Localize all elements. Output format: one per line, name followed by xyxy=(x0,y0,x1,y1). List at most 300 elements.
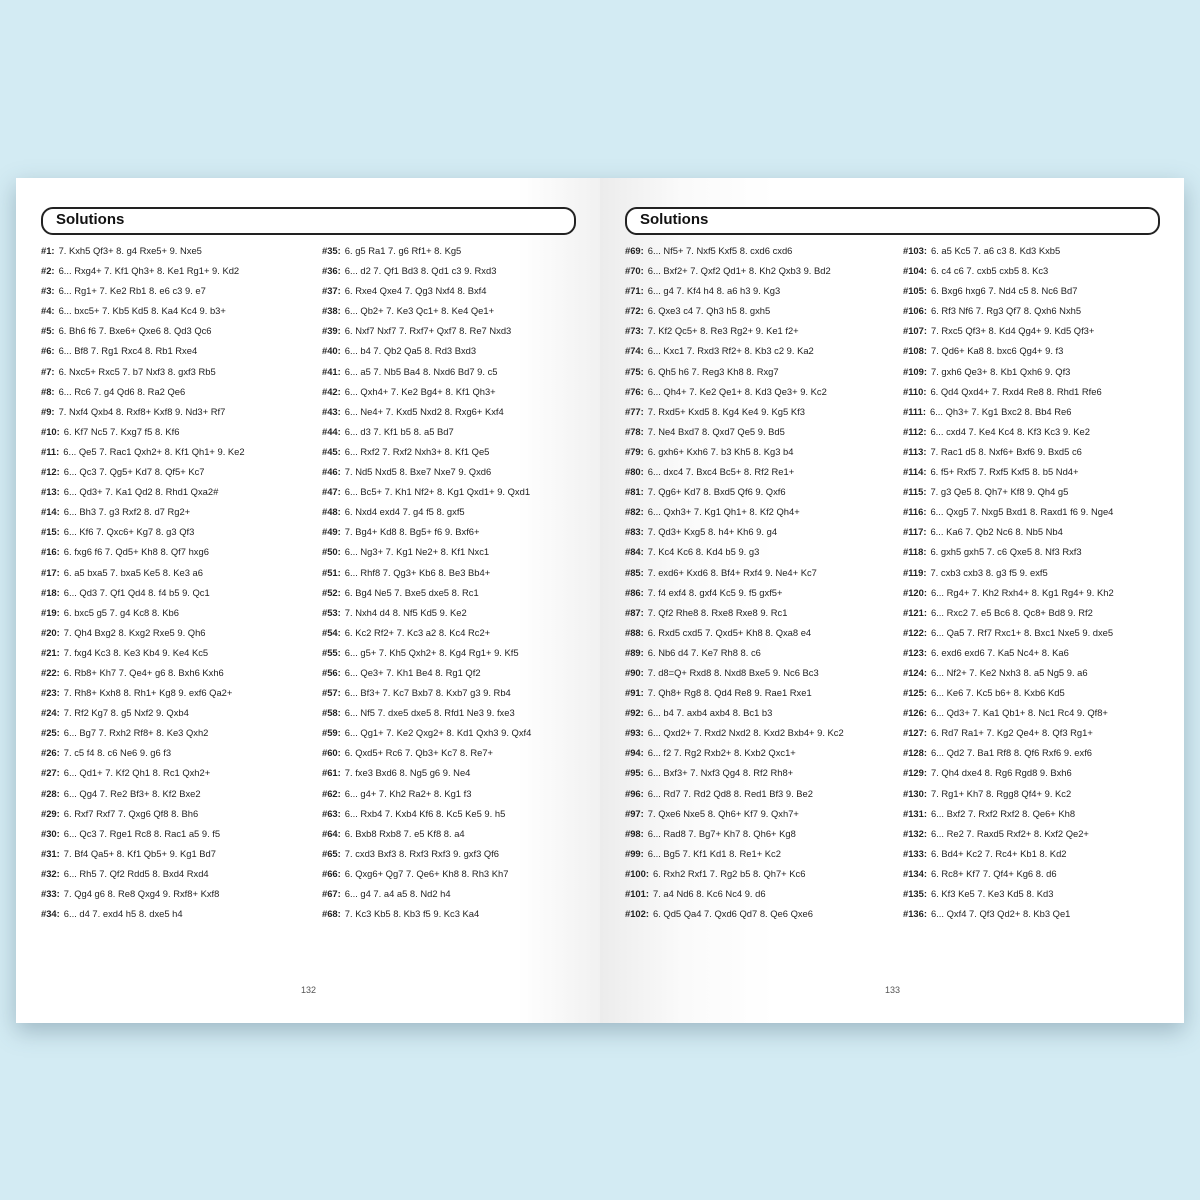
solution-moves: 6... Bh3 7. g3 Rxf2 8. d7 Rg2+ xyxy=(63,506,191,518)
solution-moves: 7. Qd6+ Ka8 8. bxc6 Qg4+ 9. f3 xyxy=(930,345,1064,357)
solutions-header xyxy=(625,207,1160,235)
puzzle-number: #94: xyxy=(625,747,644,759)
solution-moves: 7. Nd5 Nxd5 8. Bxe7 Nxe7 9. Qxd6 xyxy=(344,466,492,478)
solution-moves: 7. Qg4 g6 8. Re8 Qxg4 9. Rxf8+ Kxf8 xyxy=(63,888,220,899)
puzzle-number: #91: xyxy=(625,687,644,699)
solution-entry xyxy=(322,884,584,904)
solution-entry xyxy=(903,261,1165,281)
solution-entry xyxy=(903,663,1165,683)
solution-moves: 6... Qa5 7. Rf7 Rxc1+ 8. Bxc1 Nxe5 9. dxe5 xyxy=(930,626,1114,638)
solution-moves: 6... Qg1+ 7. Ke2 Qxg2+ 8. Kd1 Qxh3 9. Qxf4 xyxy=(344,727,532,739)
puzzle-number: #50: xyxy=(322,546,341,558)
solution-entry xyxy=(41,542,303,562)
solution-entry xyxy=(322,281,584,301)
solution-moves: 6... Bg7 7. Rxh2 Rf8+ 8. Ke3 Qxh2 xyxy=(63,727,209,739)
solution-entry xyxy=(903,301,1165,321)
solution-moves: 6... f2 7. Rg2 Rxb2+ 8. Kxb2 Qxc1+ xyxy=(647,747,796,759)
solution-entry xyxy=(322,462,584,482)
solution-moves: 7. Bg4+ Kd8 8. Bg5+ f6 9. Bxf6+ xyxy=(344,526,480,538)
puzzle-number: #31: xyxy=(41,847,60,859)
puzzle-number: #92: xyxy=(625,707,644,719)
puzzle-number: #4: xyxy=(41,305,55,317)
puzzle-number: #13: xyxy=(41,486,60,498)
puzzle-number: #30: xyxy=(41,827,60,839)
solution-entry xyxy=(41,281,303,301)
solution-entry xyxy=(625,362,887,382)
solution-moves: 6. Qd4 Qxd4+ 7. Rxd4 Re8 8. Rhd1 Rfe6 xyxy=(930,385,1102,397)
solution-moves: 7. Rf2 Kg7 8. g5 Nxf2 9. Qxb4 xyxy=(63,707,189,719)
solution-moves: 6... g5+ 7. Kh5 Qxh2+ 8. Kg4 Rg1+ 9. Kf5 xyxy=(344,646,519,658)
puzzle-number: #130: xyxy=(903,787,927,799)
solutions-column xyxy=(903,241,1165,924)
solution-moves: 6... Rad8 7. Bg7+ Kh7 8. Qh6+ Kg8 xyxy=(647,827,796,839)
solution-entry xyxy=(41,563,303,583)
puzzle-number: #9: xyxy=(41,405,55,417)
puzzle-number: #120: xyxy=(903,586,927,598)
puzzle-number: #119: xyxy=(903,566,927,578)
solution-entry xyxy=(903,422,1165,442)
solution-entry xyxy=(41,502,303,522)
puzzle-number: #135: xyxy=(903,888,927,899)
puzzle-number: #117: xyxy=(903,526,927,538)
puzzle-number: #89: xyxy=(625,646,644,658)
puzzle-number: #14: xyxy=(41,506,60,518)
solution-moves: 6... bxc5+ 7. Kb5 Kd5 8. Ka4 Kc4 9. b3+ xyxy=(58,305,226,317)
solutions-header xyxy=(41,207,576,235)
solutions-column xyxy=(41,241,303,924)
puzzle-number: #22: xyxy=(41,666,60,678)
puzzle-number: #38: xyxy=(322,305,341,317)
solution-moves: 6. Rf3 Nf6 7. Rg3 Qf7 8. Qxh6 Nxh5 xyxy=(930,305,1082,317)
solution-moves: 6. Qxe3 c4 7. Qh3 h5 8. gxh5 xyxy=(647,305,771,317)
puzzle-number: #113: xyxy=(903,445,927,457)
solution-moves: 7. Rg1+ Kh7 8. Rgg8 Qf4+ 9. Kc2 xyxy=(930,787,1072,799)
solution-entry xyxy=(903,563,1165,583)
puzzle-number: #28: xyxy=(41,787,60,799)
solution-moves: 6... cxd4 7. Ke4 Kc4 8. Kf3 Kc3 9. Ke2 xyxy=(930,425,1090,437)
solution-entry xyxy=(41,804,303,824)
solution-entry xyxy=(903,784,1165,804)
solution-entry xyxy=(625,261,887,281)
solution-moves: 6... Qd3 7. Qf1 Qd4 8. f4 b5 9. Qc1 xyxy=(63,586,210,598)
solution-moves: 6. g5 Ra1 7. g6 Rf1+ 8. Kg5 xyxy=(344,245,462,256)
solution-moves: 6. Bxg6 hxg6 7. Nd4 c5 8. Nc6 Bd7 xyxy=(930,285,1078,297)
solution-entry xyxy=(322,643,584,663)
solution-entry xyxy=(625,563,887,583)
puzzle-number: #118: xyxy=(903,546,927,558)
solution-entry xyxy=(625,743,887,763)
puzzle-number: #40: xyxy=(322,345,341,357)
solution-entry xyxy=(903,241,1165,261)
puzzle-number: #121: xyxy=(903,606,927,618)
solution-entry xyxy=(625,904,887,924)
solution-moves: 7. Rxd5+ Kxd5 8. Kg4 Ke4 9. Kg5 Kf3 xyxy=(647,405,805,417)
puzzle-number: #83: xyxy=(625,526,644,538)
solution-moves: 6. Bg4 Ne5 7. Bxe5 dxe5 8. Rc1 xyxy=(344,586,479,598)
puzzle-number: #20: xyxy=(41,626,60,638)
puzzle-number: #42: xyxy=(322,385,341,397)
solution-entry xyxy=(903,442,1165,462)
solution-entry xyxy=(41,623,303,643)
solution-moves: 6... g4+ 7. Kh2 Ra2+ 8. Kg1 f3 xyxy=(344,787,472,799)
solution-entry xyxy=(41,703,303,723)
solution-entry xyxy=(625,703,887,723)
solution-entry xyxy=(903,844,1165,864)
puzzle-number: #57: xyxy=(322,687,341,699)
page-number: 132 xyxy=(301,985,317,995)
solution-entry xyxy=(903,643,1165,663)
solution-moves: 7. Rh8+ Kxh8 8. Rh1+ Kg8 9. exf6 Qa2+ xyxy=(63,687,233,699)
solution-entry xyxy=(625,663,887,683)
solution-entry xyxy=(625,502,887,522)
puzzle-number: #93: xyxy=(625,727,644,739)
puzzle-number: #128: xyxy=(903,747,927,759)
solution-entry xyxy=(41,321,303,341)
solution-entry xyxy=(41,341,303,361)
solution-entry xyxy=(322,362,584,382)
puzzle-number: #15: xyxy=(41,526,60,538)
solution-entry xyxy=(41,583,303,603)
puzzle-number: #112: xyxy=(903,425,927,437)
solution-moves: 6. exd6 exd6 7. Ka5 Nc4+ 8. Ka6 xyxy=(930,646,1069,658)
solution-moves: 6. Nb6 d4 7. Ke7 Rh8 8. c6 xyxy=(647,646,761,658)
left-page xyxy=(16,178,600,1023)
solution-moves: 6. Qh5 h6 7. Reg3 Kh8 8. Rxg7 xyxy=(647,365,779,377)
solution-moves: 6... dxc4 7. Bxc4 Bc5+ 8. Rf2 Re1+ xyxy=(647,466,795,478)
puzzle-number: #114: xyxy=(903,466,927,478)
solution-moves: 7. Qh8+ Rg8 8. Qd4 Re8 9. Rae1 Rxe1 xyxy=(647,687,812,699)
puzzle-number: #95: xyxy=(625,767,644,779)
solution-moves: 6... Qe5 7. Rac1 Qxh2+ 8. Kf1 Qh1+ 9. Ke2 xyxy=(63,445,245,457)
solution-moves: 6. a5 bxa5 7. bxa5 Ke5 8. Ke3 a6 xyxy=(63,566,203,578)
solution-entry xyxy=(903,763,1165,783)
puzzle-number: #82: xyxy=(625,506,644,518)
puzzle-number: #21: xyxy=(41,646,60,658)
puzzle-number: #2: xyxy=(41,265,55,277)
puzzle-number: #88: xyxy=(625,626,644,638)
solution-moves: 7. Bf4 Qa5+ 8. Kf1 Qb5+ 9. Kg1 Bd7 xyxy=(63,847,216,859)
solution-entry xyxy=(903,884,1165,904)
solution-entry xyxy=(322,482,584,502)
solution-entry xyxy=(625,422,887,442)
puzzle-number: #62: xyxy=(322,787,341,799)
solution-entry xyxy=(322,723,584,743)
puzzle-number: #102: xyxy=(625,908,649,920)
solution-entry xyxy=(625,402,887,422)
solution-entry xyxy=(322,824,584,844)
solution-entry xyxy=(322,341,584,361)
solution-entry xyxy=(903,522,1165,542)
solution-entry xyxy=(322,864,584,884)
solution-moves: 6... Rhf8 7. Qg3+ Kb6 8. Be3 Bb4+ xyxy=(344,566,491,578)
solution-moves: 7. g3 Qe5 8. Qh7+ Kf8 9. Qh4 g5 xyxy=(930,486,1069,498)
solution-entry xyxy=(322,663,584,683)
puzzle-number: #69: xyxy=(625,245,644,256)
solution-moves: 6... b4 7. axb4 axb4 8. Bc1 b3 xyxy=(647,707,773,719)
puzzle-number: #5: xyxy=(41,325,55,337)
puzzle-number: #34: xyxy=(41,908,60,920)
solution-entry xyxy=(41,362,303,382)
solution-entry xyxy=(903,723,1165,743)
solution-moves: 6... Rc6 7. g4 Qd6 8. Ra2 Qe6 xyxy=(58,385,186,397)
solution-moves: 7. exd6+ Kxd6 8. Bf4+ Rxf4 9. Ne4+ Kc7 xyxy=(647,566,817,578)
solution-moves: 6. Nxd4 exd4 7. g4 f5 8. gxf5 xyxy=(344,506,465,518)
puzzle-number: #132: xyxy=(903,827,927,839)
solution-moves: 6... Kf6 7. Qxc6+ Kg7 8. g3 Qf3 xyxy=(63,526,195,538)
solution-entry xyxy=(625,784,887,804)
solution-entry xyxy=(322,321,584,341)
puzzle-number: #111: xyxy=(903,405,926,417)
puzzle-number: #61: xyxy=(322,767,341,779)
puzzle-number: #25: xyxy=(41,727,60,739)
puzzle-number: #46: xyxy=(322,466,341,478)
solution-moves: 6... Nf2+ 7. Ke2 Nxh3 8. a5 Ng5 9. a6 xyxy=(930,666,1088,678)
solution-entry xyxy=(903,703,1165,723)
solution-moves: 7. Rxc5 Qf3+ 8. Kd4 Qg4+ 9. Kd5 Qf3+ xyxy=(930,325,1095,337)
puzzle-number: #103: xyxy=(903,245,927,256)
solution-moves: 7. Rac1 d5 8. Nxf6+ Bxf6 9. Bxd5 c6 xyxy=(930,445,1082,457)
solution-entry xyxy=(41,301,303,321)
solution-entry xyxy=(322,784,584,804)
solution-moves: 6. Rxh2 Rxf1 7. Rg2 b5 8. Qh7+ Kc6 xyxy=(652,867,806,879)
solution-moves: 7. f4 exf4 8. gxf4 Kc5 9. f5 gxf5+ xyxy=(647,586,783,598)
solution-entry xyxy=(322,563,584,583)
puzzle-number: #37: xyxy=(322,285,341,297)
solution-entry xyxy=(41,402,303,422)
puzzle-number: #68: xyxy=(322,908,341,920)
solution-moves: 6... Qxh3+ 7. Kg1 Qh1+ 8. Kf2 Qh4+ xyxy=(647,506,800,518)
solution-moves: 6... Rxb4 7. Kxb4 Kf6 8. Kc5 Ke5 9. h5 xyxy=(344,807,506,819)
puzzle-number: #129: xyxy=(903,767,927,779)
solution-entry xyxy=(625,241,887,261)
puzzle-number: #78: xyxy=(625,425,644,437)
puzzle-number: #19: xyxy=(41,606,60,618)
solution-entry xyxy=(625,884,887,904)
puzzle-number: #109: xyxy=(903,365,927,377)
solution-entry xyxy=(322,683,584,703)
solution-entry xyxy=(903,542,1165,562)
solution-entry xyxy=(322,402,584,422)
solution-moves: 6. f5+ Rxf5 7. Rxf5 Kxf5 8. b5 Nd4+ xyxy=(930,466,1079,478)
solution-entry xyxy=(41,904,303,924)
solution-entry xyxy=(903,743,1165,763)
solution-moves: 6... Qh4+ 7. Ke2 Qe1+ 8. Kd3 Qe3+ 9. Kc2 xyxy=(647,385,827,397)
puzzle-number: #134: xyxy=(903,867,927,879)
solution-moves: 6... Qxf4 7. Qf3 Qd2+ 8. Kb3 Qe1 xyxy=(930,908,1071,920)
puzzle-number: #29: xyxy=(41,807,60,819)
solution-moves: 6. Rc8+ Kf7 7. Qf4+ Kg6 8. d6 xyxy=(930,867,1057,879)
puzzle-number: #11: xyxy=(41,445,60,457)
solution-moves: 6. Qd5 Qa4 7. Qxd6 Qd7 8. Qe6 Qxe6 xyxy=(652,908,813,920)
solution-entry xyxy=(322,502,584,522)
solution-moves: 6... Rg1+ 7. Ke2 Rb1 8. e6 c3 9. e7 xyxy=(58,285,206,297)
solution-entry xyxy=(41,462,303,482)
solution-moves: 6... Qxh4+ 7. Ke2 Bg4+ 8. Kf1 Qh3+ xyxy=(344,385,496,397)
puzzle-number: #54: xyxy=(322,626,341,638)
puzzle-number: #98: xyxy=(625,827,644,839)
puzzle-number: #124: xyxy=(903,666,927,678)
solution-entry xyxy=(903,864,1165,884)
puzzle-number: #53: xyxy=(322,606,341,618)
puzzle-number: #122: xyxy=(903,626,927,638)
puzzle-number: #126: xyxy=(903,707,927,719)
solution-moves: 6... g4 7. a4 a5 8. Nd2 h4 xyxy=(344,888,451,899)
solution-moves: 6... Bf8 7. Rg1 Rxc4 8. Rb1 Rxe4 xyxy=(58,345,198,357)
solution-moves: 6... Qd3+ 7. Ka1 Qb1+ 8. Nc1 Rc4 9. Qf8+ xyxy=(930,707,1108,719)
puzzle-number: #108: xyxy=(903,345,927,357)
solution-moves: 7. Nxh4 d4 8. Nf5 Kd5 9. Ke2 xyxy=(344,606,467,618)
solution-moves: 6... Qh3+ 7. Kg1 Bxc2 8. Bb4 Re6 xyxy=(929,405,1072,417)
solution-entry xyxy=(625,281,887,301)
puzzle-number: #107: xyxy=(903,325,927,337)
solution-moves: 7. Qh4 Bxg2 8. Kxg2 Rxe5 9. Qh6 xyxy=(63,626,206,638)
solution-moves: 6... d2 7. Qf1 Bd3 8. Qd1 c3 9. Rxd3 xyxy=(344,265,497,277)
puzzle-number: #6: xyxy=(41,345,55,357)
solution-entry xyxy=(41,723,303,743)
solution-moves: 6... Bxf3+ 7. Nxf3 Qg4 8. Rf2 Rh8+ xyxy=(647,767,794,779)
solution-entry xyxy=(41,884,303,904)
puzzle-number: #18: xyxy=(41,586,60,598)
solution-entry xyxy=(322,241,584,261)
solution-moves: 6. gxh5 gxh5 7. c6 Qxe5 8. Nf3 Rxf3 xyxy=(930,546,1082,558)
solution-moves: 6... Qe3+ 7. Kh1 Be4 8. Rg1 Qf2 xyxy=(344,666,481,678)
solution-moves: 6... Bg5 7. Kf1 Kd1 8. Re1+ Kc2 xyxy=(647,847,781,859)
solution-moves: 6... b4 7. Qb2 Qa5 8. Rd3 Bxd3 xyxy=(344,345,477,357)
puzzle-number: #133: xyxy=(903,847,927,859)
solution-moves: 7. Kc3 Kb5 8. Kb3 f5 9. Kc3 Ka4 xyxy=(344,908,480,920)
solution-entry xyxy=(625,321,887,341)
solution-entry xyxy=(322,382,584,402)
solution-moves: 6. Bh6 f6 7. Bxe6+ Qxe6 8. Qd3 Qc6 xyxy=(58,325,212,337)
solution-moves: 6. Rd7 Ra1+ 7. Kg2 Qe4+ 8. Qf3 Rg1+ xyxy=(930,727,1093,739)
solution-moves: 7. Qf2 Rhe8 8. Rxe8 Rxe8 9. Rc1 xyxy=(647,606,788,618)
solution-moves: 7. Qg6+ Kd7 8. Bxd5 Qf6 9. Qxf6 xyxy=(647,486,786,498)
puzzle-number: #100: xyxy=(625,867,649,879)
puzzle-number: #75: xyxy=(625,365,644,377)
puzzle-number: #7: xyxy=(41,365,55,377)
solution-entry xyxy=(903,623,1165,643)
solution-entry xyxy=(625,542,887,562)
puzzle-number: #127: xyxy=(903,727,927,739)
solution-moves: 7. fxe3 Bxd6 8. Ng5 g6 9. Ne4 xyxy=(344,767,471,779)
solution-entry xyxy=(903,281,1165,301)
solution-entry xyxy=(41,864,303,884)
solution-moves: 6... Ne4+ 7. Kxd5 Nxd2 8. Rxg6+ Kxf4 xyxy=(344,405,504,417)
puzzle-number: #47: xyxy=(322,486,341,498)
solution-moves: 6... d4 7. exd4 h5 8. dxe5 h4 xyxy=(63,908,183,920)
solution-moves: 7. gxh6 Qe3+ 8. Kb1 Qxh6 9. Qf3 xyxy=(930,365,1071,377)
solution-entry xyxy=(41,763,303,783)
solution-moves: 7. Kf2 Qc5+ 8. Re3 Rg2+ 9. Ke1 f2+ xyxy=(647,325,799,337)
puzzle-number: #81: xyxy=(625,486,644,498)
solution-entry xyxy=(625,442,887,462)
solution-moves: 6... Bc5+ 7. Kh1 Nf2+ 8. Kg1 Qxd1+ 9. Qxd1 xyxy=(344,486,531,498)
solution-moves: 6... Re2 7. Raxd5 Rxf2+ 8. Kxf2 Qe2+ xyxy=(930,827,1089,839)
puzzle-number: #45: xyxy=(322,445,341,457)
solution-entry xyxy=(41,422,303,442)
solution-moves: 7. Qh4 dxe4 8. Rg6 Rgd8 9. Bxh6 xyxy=(930,767,1072,779)
solution-entry xyxy=(625,583,887,603)
puzzle-number: #125: xyxy=(903,687,927,699)
solution-entry xyxy=(41,241,303,261)
solution-entry xyxy=(625,683,887,703)
solution-moves: 7. fxg4 Kc3 8. Ke3 Kb4 9. Ke4 Kc5 xyxy=(63,646,209,658)
solution-entry xyxy=(903,583,1165,603)
solution-entry xyxy=(322,301,584,321)
solution-entry xyxy=(41,643,303,663)
puzzle-number: #8: xyxy=(41,385,55,397)
puzzle-number: #136: xyxy=(903,908,927,920)
solution-moves: 6. bxc5 g5 7. g4 Kc8 8. Kb6 xyxy=(63,606,179,618)
puzzle-number: #131: xyxy=(903,807,927,819)
puzzle-number: #23: xyxy=(41,687,60,699)
solution-entry xyxy=(625,763,887,783)
solution-entry xyxy=(322,583,584,603)
solution-entry xyxy=(625,522,887,542)
solution-entry xyxy=(625,482,887,502)
solution-moves: 6... Qxd2+ 7. Rxd2 Nxd2 8. Kxd2 Bxb4+ 9. Kc2 xyxy=(647,727,844,739)
puzzle-number: #58: xyxy=(322,707,341,719)
puzzle-number: #56: xyxy=(322,666,341,678)
solution-moves: 7. Kxh5 Qf3+ 8. g4 Rxe5+ 9. Nxe5 xyxy=(58,245,202,256)
solution-entry xyxy=(625,462,887,482)
solution-entry xyxy=(625,623,887,643)
solution-entry xyxy=(903,683,1165,703)
puzzle-number: #12: xyxy=(41,466,60,478)
puzzle-number: #63: xyxy=(322,807,341,819)
puzzle-number: #123: xyxy=(903,646,927,658)
solution-moves: 6... Nf5+ 7. Nxf5 Kxf5 8. cxd6 cxd6 xyxy=(647,245,793,256)
puzzle-number: #72: xyxy=(625,305,644,317)
puzzle-number: #36: xyxy=(322,265,341,277)
puzzle-number: #86: xyxy=(625,586,644,598)
solution-entry xyxy=(625,723,887,743)
solution-entry xyxy=(903,482,1165,502)
solution-entry xyxy=(41,743,303,763)
solutions-column xyxy=(625,241,887,924)
puzzle-number: #96: xyxy=(625,787,644,799)
puzzle-number: #65: xyxy=(322,847,341,859)
solution-moves: 7. Nxf4 Qxb4 8. Rxf8+ Kxf8 9. Nd3+ Rf7 xyxy=(58,405,226,417)
solution-entry xyxy=(322,422,584,442)
solution-entry xyxy=(41,663,303,683)
solution-entry xyxy=(903,321,1165,341)
puzzle-number: #51: xyxy=(322,566,341,578)
solution-entry xyxy=(41,683,303,703)
solution-entry xyxy=(903,603,1165,623)
puzzle-number: #97: xyxy=(625,807,644,819)
page-number: 133 xyxy=(885,985,901,995)
solution-entry xyxy=(903,362,1165,382)
solution-moves: 6. Kf7 Nc5 7. Kxg7 f5 8. Kf6 xyxy=(63,425,180,437)
solution-entry xyxy=(41,844,303,864)
solution-moves: 7. Kc4 Kc6 8. Kd4 b5 9. g3 xyxy=(647,546,760,558)
solution-moves: 6... Qb2+ 7. Ke3 Qc1+ 8. Ke4 Qe1+ xyxy=(344,305,495,317)
puzzle-number: #90: xyxy=(625,666,644,678)
puzzle-number: #104: xyxy=(903,265,927,277)
solution-entry xyxy=(322,623,584,643)
puzzle-number: #73: xyxy=(625,325,644,337)
puzzle-number: #66: xyxy=(322,867,341,879)
solution-entry xyxy=(41,482,303,502)
puzzle-number: #39: xyxy=(322,325,341,337)
solution-moves: 6. Rxe4 Qxe4 7. Qg3 Nxf4 8. Bxf4 xyxy=(344,285,487,297)
solution-entry xyxy=(903,824,1165,844)
solution-moves: 6... Rg4+ 7. Kh2 Rxh4+ 8. Kg1 Rg4+ 9. Kh2 xyxy=(930,586,1114,598)
puzzle-number: #16: xyxy=(41,546,60,558)
puzzle-number: #33: xyxy=(41,888,60,899)
solution-entry xyxy=(903,904,1165,924)
